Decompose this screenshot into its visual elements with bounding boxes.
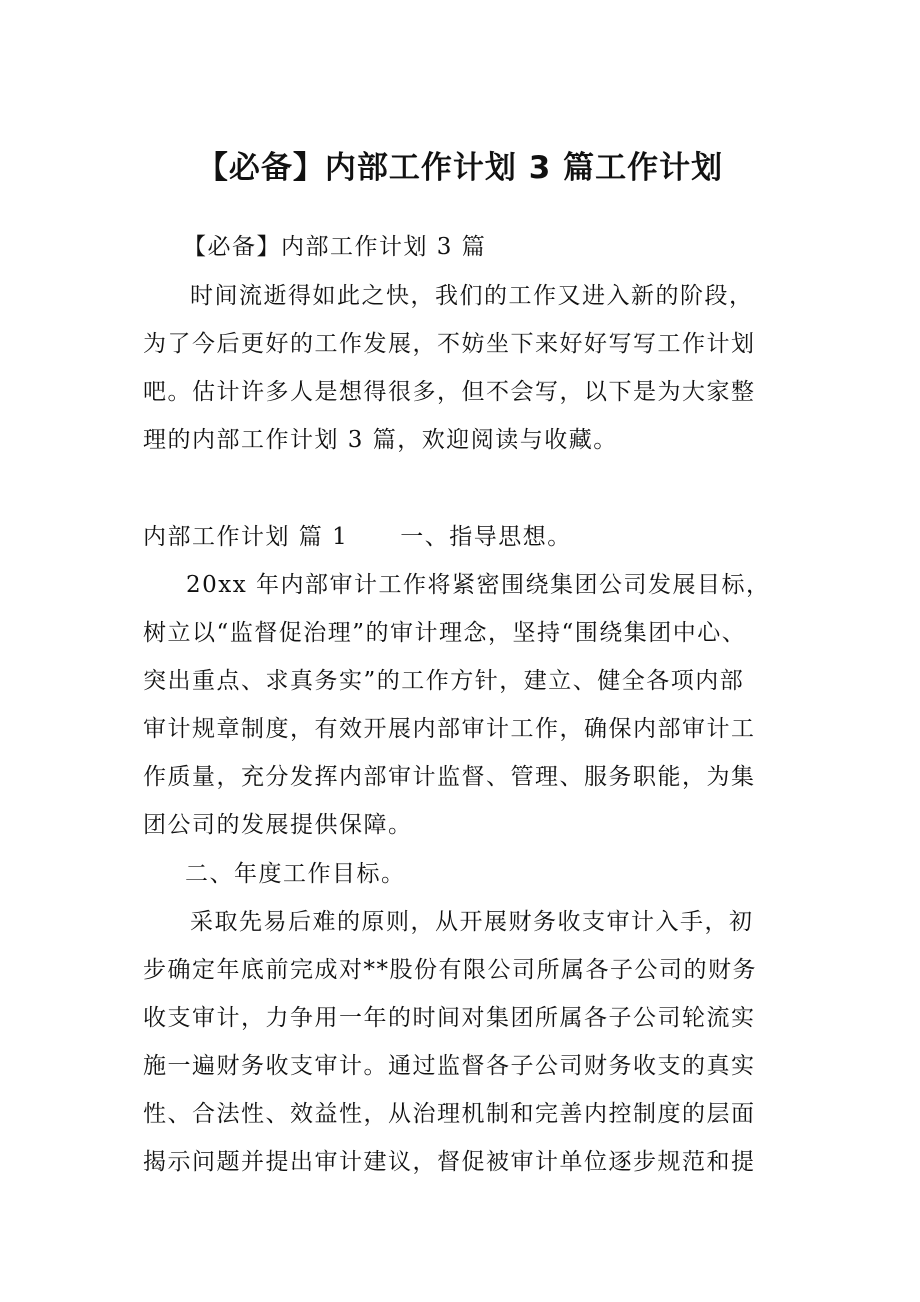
paragraph-line: 收支审计，力争用一年的时间对集团所属各子公司轮流实	[143, 1005, 756, 1031]
intro-line: 时间流逝得如此之快，我们的工作又进入新的阶段，	[190, 283, 754, 309]
section-label: 内部工作计划 篇 1	[143, 524, 349, 550]
paragraph-line: 树立以“监督促治理”的审计理念，坚持“围绕集团中心、	[143, 620, 747, 646]
paragraph-line: 审计规章制度，有效开展内部审计工作，确保内部审计工	[143, 716, 756, 742]
intro-line: 为了今后更好的工作发展，不妨坐下来好好写写工作计划	[143, 331, 756, 357]
paragraph-line: 性、合法性、效益性，从治理机制和完善内控制度的层面	[143, 1101, 756, 1127]
paragraph-line: 施一遍财务收支审计。通过监督各子公司财务收支的真实	[143, 1053, 756, 1079]
paragraph-line: 20xx 年内部审计工作将紧密围绕集团公司发展目标，	[186, 572, 771, 598]
section-heading: 一、指导思想。	[400, 524, 572, 550]
paragraph-line: 突出重点、求真务实”的工作方针，建立、健全各项内部	[143, 668, 745, 694]
intro-line: 吧。估计许多人是想得很多，但不会写，以下是为大家整	[143, 379, 756, 405]
paragraph-line: 揭示问题并提出审计建议，督促被审计单位逐步规范和提	[143, 1149, 756, 1175]
section-heading-row	[143, 522, 572, 552]
paragraph-line: 采取先易后难的原则，从开展财务收支审计入手，初	[190, 909, 754, 935]
document-subtitle: 【必备】内部工作计划 3 篇	[183, 234, 487, 260]
document-title: 【必备】内部工作计划 3 篇工作计划	[196, 150, 724, 186]
paragraph-line: 团公司的发展提供保障。	[143, 812, 413, 838]
subsection-heading: 二、年度工作目标。	[185, 861, 406, 887]
paragraph-line: 作质量，充分发挥内部审计监督、管理、服务职能，为集	[143, 764, 756, 790]
paragraph-line: 步确定年底前完成对**股份有限公司所属各子公司的财务	[143, 957, 757, 983]
intro-line: 理的内部工作计划 3 篇，欢迎阅读与收藏。	[143, 427, 618, 453]
